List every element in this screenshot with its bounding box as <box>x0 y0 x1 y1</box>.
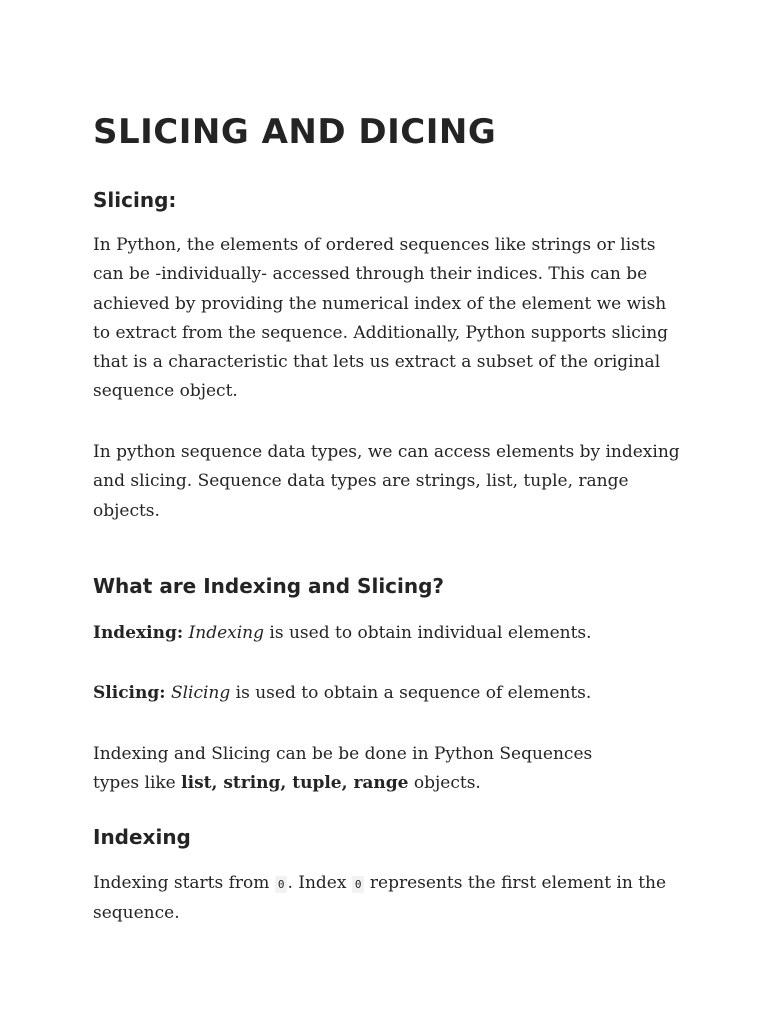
inline-code-zero-2: 0 <box>352 876 365 893</box>
inline-code-zero: 0 <box>275 876 288 893</box>
sequence-types-prefix: Indexing and Slicing can be be done in Python Sequences types like <box>93 744 593 794</box>
indexing-term: Indexing: <box>93 623 184 643</box>
sequence-types-line <box>93 740 638 799</box>
sequence-types-suffix: objects. <box>408 773 481 794</box>
heading-what-are-indexing-slicing: What are Indexing and Slicing? <box>93 574 445 598</box>
indexing-definition <box>93 619 683 648</box>
indexing-definition-text: is used to obtain individual elements. <box>264 623 592 643</box>
paragraph-sequence-types: In python sequence data types, we can access elements by indexing and slicing. Sequence data types are strings, list, tuple, range objects. <box>93 442 680 521</box>
paragraph-slicing-intro: In Python, the elements of ordered sequences like strings or lists can be -individually- accessed through their indices. This can be achieved by providing the numerical index of the element we wish to extract from the sequence. Additionally, Python supports slicing that is a characteristic that lets us extract a subset of the original sequence object. <box>93 235 669 402</box>
slicing-definition-text: is used to obtain a sequence of elements. <box>230 683 592 703</box>
indexing-text-a: Indexing starts from <box>93 873 275 893</box>
indexing-text-b: . Index <box>287 873 352 893</box>
page-title: SLICING AND DICING <box>93 112 497 152</box>
indexing-text-c: represents the first element in the sequence. <box>93 873 667 924</box>
sequence-types-bold: list, string, tuple, range <box>181 773 409 794</box>
heading-indexing: Indexing <box>93 825 191 849</box>
slicing-definition <box>93 679 683 708</box>
indexing-italic: Indexing <box>188 623 265 643</box>
heading-slicing: Slicing: <box>93 188 177 212</box>
paragraph-indexing <box>93 869 683 929</box>
slicing-italic: Slicing <box>170 683 231 703</box>
slicing-term: Slicing: <box>93 683 166 703</box>
